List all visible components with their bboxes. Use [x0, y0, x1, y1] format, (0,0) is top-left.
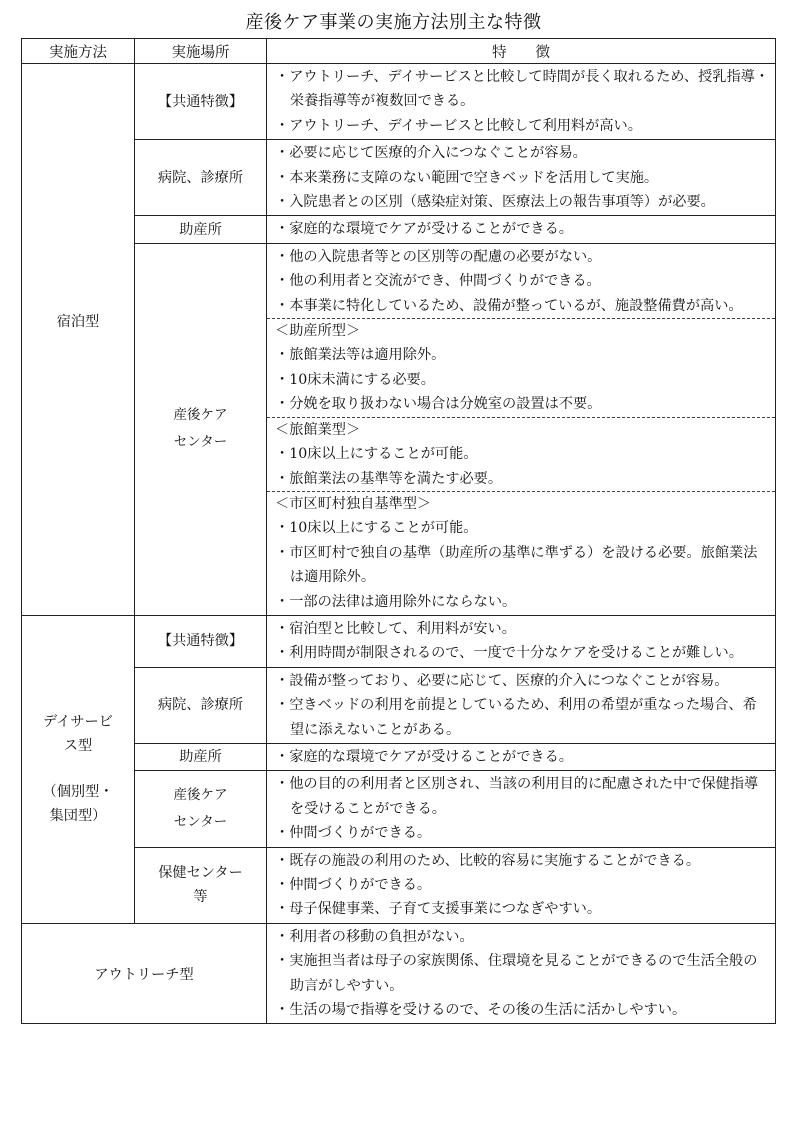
feature-cell	[267, 615, 776, 667]
document-title: 産後ケア事業の実施方法別主な特徴	[245, 12, 542, 33]
table-row	[22, 64, 776, 140]
feature-cell	[267, 923, 776, 1024]
place-cell: 病院、診療所	[135, 140, 267, 216]
table-row	[22, 667, 776, 743]
table-row	[22, 216, 776, 243]
table-row	[22, 243, 776, 615]
feature-cell	[267, 743, 776, 770]
place-cell	[135, 847, 267, 923]
feature-item: ・アウトリーチ、デイサービスと比較して利用料が高い。	[275, 117, 642, 134]
place-label-line: 保健センター	[158, 865, 243, 882]
feature-cell	[267, 667, 776, 743]
feature-item: ・仲間づくりができる。	[275, 825, 432, 842]
place-cell: 【共通特徴】	[135, 615, 267, 667]
feature-item: ・生活の場で指導を受けるので、その後の生活に活かしやすい。	[275, 1002, 687, 1019]
table-row	[22, 847, 776, 923]
place-label-line: 産後ケア	[173, 407, 228, 424]
place-cell: 【共通特徴】	[135, 64, 267, 140]
feature-item: ・本来業務に支障のない範囲で空きベッドを活用して実施。	[275, 169, 659, 186]
feature-cell	[267, 216, 776, 243]
feature-item: ・宿泊型と比較して、利用料が安い。	[275, 620, 516, 637]
feature-item: ・母子保健事業、子育て支援事業につなぎやすい。	[275, 901, 602, 918]
table-row	[22, 140, 776, 216]
place-cell: 助産所	[135, 743, 267, 770]
method-label-line: デイサービ	[43, 714, 113, 731]
feature-item: ・他の入院患者等との区別等の配慮の必要がない。	[275, 248, 602, 265]
feature-item: ・10床以上にすることが可能。	[275, 520, 478, 537]
place-cell	[135, 771, 267, 847]
feature-item: ・実施担当者は母子の家族関係、住環境を見ることができるので生活全般の助言がしやすい。	[275, 953, 758, 994]
table-row	[22, 771, 776, 847]
place-label-line: センター	[173, 813, 228, 830]
method-label-line: 集団型）	[49, 808, 107, 825]
method-cell-day	[22, 615, 135, 923]
feature-item: ・入院患者との区別（感染症対策、医療法上の報告事項等）が必要。	[275, 194, 715, 211]
feature-table	[21, 38, 776, 1024]
place-cell: 病院、診療所	[135, 667, 267, 743]
feature-cell	[267, 771, 776, 847]
feature-cell	[267, 64, 776, 140]
table-row	[22, 743, 776, 770]
subtype-heading: ＜市区町村独自基準型＞	[275, 495, 432, 512]
header-feature: 特 徴	[267, 39, 776, 64]
feature-item: ・他の利用者と交流ができ、仲間づくりができる。	[275, 273, 601, 290]
table-row	[22, 615, 776, 667]
feature-cell	[267, 140, 776, 216]
feature-item: ・10床以上にすることが可能。	[275, 446, 478, 463]
feature-item: ・10床未満にする必要。	[275, 371, 435, 388]
place-label-line: 等	[193, 889, 208, 906]
feature-item: ・本事業に特化しているため、設備が整っているが、施設整備費が高い。	[275, 297, 743, 314]
method-label: 宿泊型	[56, 314, 100, 331]
feature-item: ・空きベッドの利用を前提としているため、利用の希望が重なった場合、希望に添えないことがある。	[275, 697, 757, 738]
feature-item: ・他の目的の利用者と区別され、当該の利用目的に配慮された中で保健指導を受けることができる。	[275, 776, 759, 817]
method-cell-outreach: アウトリーチ型	[22, 923, 267, 1024]
subtype-heading: ＜旅館業型＞	[275, 421, 361, 438]
method-label-line: ス型	[63, 738, 93, 755]
subtype-block	[267, 318, 775, 417]
feature-item: ・設備が整っており、必要に応じて、医療的介入につなぐことが容易。	[275, 672, 729, 689]
feature-item: ・既存の施設の利用のため、比較的容易に実施することができる。	[275, 852, 701, 869]
header-row	[22, 39, 776, 64]
feature-item: ・利用者の移動の負担がない。	[275, 928, 474, 945]
place-cell	[135, 243, 267, 615]
subtype-block	[267, 491, 775, 614]
feature-item: ・家庭的な環境でケアが受けることができる。	[275, 221, 573, 238]
feature-item: ・仲間づくりができる。	[275, 877, 432, 893]
place-cell: 助産所	[135, 216, 267, 243]
method-label-line: （個別型・	[42, 784, 114, 801]
header-method: 実施方法	[22, 39, 135, 64]
place-label-line: 産後ケア	[173, 786, 228, 803]
feature-item: ・市区町村で独自の基準（助産所の基準に準ずる）を設ける必要。旅館業法は適用除外。	[275, 544, 758, 586]
method-cell-shukuhaku	[22, 64, 135, 616]
feature-item: ・家庭的な環境でケアが受けることができる。	[275, 748, 573, 765]
subtype-block	[267, 417, 775, 491]
place-label-line: センター	[173, 434, 228, 451]
feature-item: ・旅館業法等は適用除外。	[275, 347, 446, 364]
header-place: 実施場所	[135, 39, 267, 64]
feature-item: ・アウトリーチ、デイサービスと比較して時間が長く取れるため、授乳指導・栄養指導等が複数回できる。	[275, 69, 770, 110]
feature-cell	[267, 847, 776, 923]
feature-item: ・利用時間が制限されるので、一度で十分なケアを受けることが難しい。	[275, 645, 743, 662]
feature-item: ・分娩を取り扱わない場合は分娩室の設置は不要。	[275, 396, 602, 413]
feature-cell	[267, 243, 776, 615]
feature-item: ・必要に応じて医療的介入につなぐことが容易。	[275, 145, 587, 162]
feature-item: ・一部の法律は適用除外にならない。	[275, 593, 517, 610]
feature-item: ・旅館業法の基準等を満たす必要。	[275, 470, 503, 487]
table-row	[22, 923, 776, 1024]
subtype-heading: ＜助産所型＞	[275, 323, 361, 340]
